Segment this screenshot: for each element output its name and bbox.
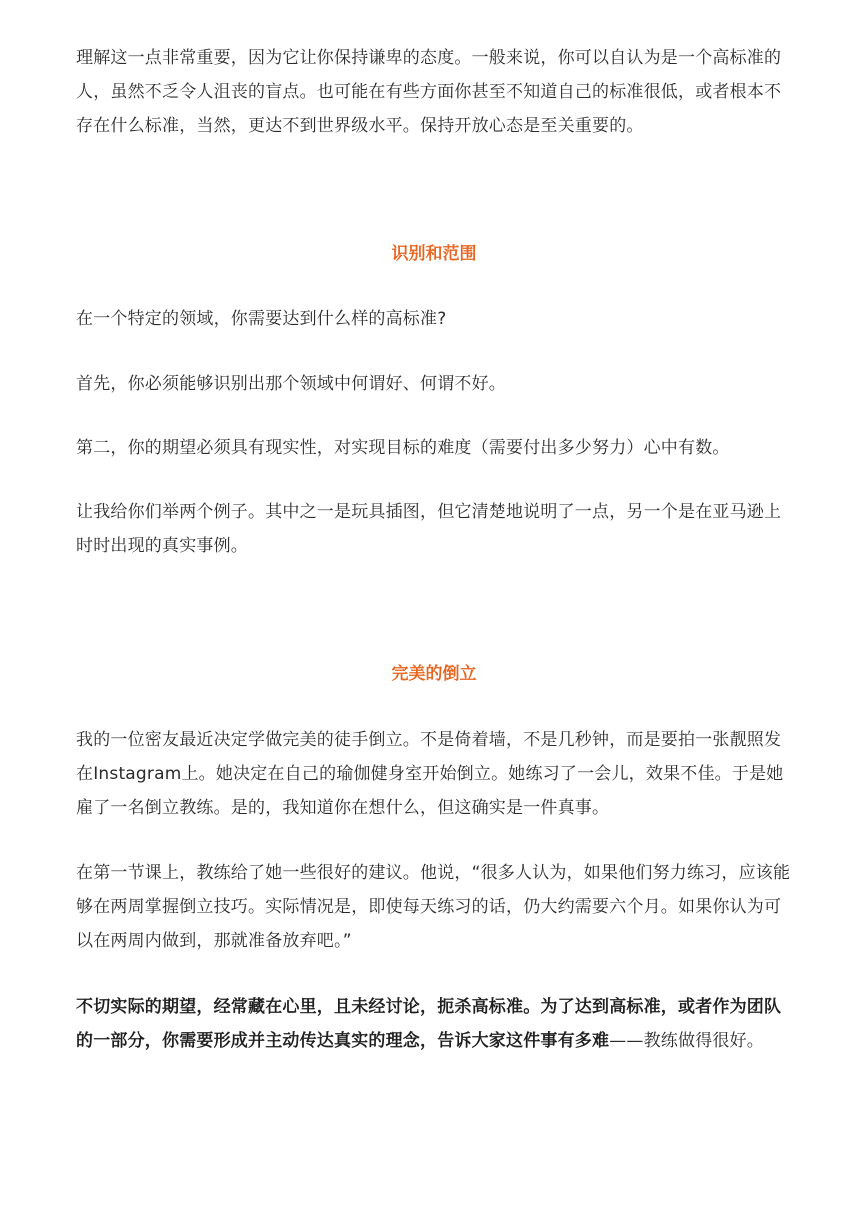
paragraph-8 (76, 990, 792, 1058)
section-heading-identification-scope: 识别和范围 (391, 244, 477, 264)
paragraph-4: 第二，你的期望必须具有现实性，对实现目标的难度（需要付出多少努力）心中有数。 (76, 438, 730, 458)
paragraph-2: 在一个特定的领域，你需要达到什么样的高标准? (76, 309, 447, 329)
paragraph-7: 在第一节课上，教练给了她一些很好的建议。他说，“很多人认为，如果他们努力练习，应该能够在两周掌握倒立技巧。实际情况是，即使每天练习的话，仍大约需要六个月。如果你认为可以在两周内做到，那就准备放弃吧。” (76, 863, 791, 951)
paragraph-8-rest: ——教练做得很好。 (609, 1031, 765, 1051)
paragraph-6: 我的一位密友最近决定学做完美的徒手倒立。不是倚着墙，不是几秒钟，而是要拍一张靓照发在Instagram上。她决定在自己的瑜伽健身室开始倒立。她练习了一会儿，效果不佳。于是她雇了一名倒立教练。是的，我知道你在想什么，但这确实是一件真事。 (76, 730, 784, 818)
paragraph-5: 让我给你们举两个例子。其中之一是玩具插图，但它清楚地说明了一点，另一个是在亚马逊上时时出现的真实事例。 (76, 502, 782, 556)
section-heading-perfect-handstand: 完美的倒立 (391, 664, 477, 684)
paragraph-3: 首先，你必须能够识别出那个领域中何谓好、何谓不好。 (76, 374, 506, 394)
paragraph-1: 理解这一点非常重要，因为它让你保持谦卑的态度。一般来说，你可以自认为是一个高标准的人，虽然不乏令人沮丧的盲点。也可能在有些方面你甚至不知道自己的标准很低，或者根本不存在什么标准，当然，更达不到世界级水平。保持开放心态是至关重要的。 (76, 48, 782, 136)
paragraph-8-emphasis: 不切实际的期望，经常藏在心里，且未经讨论，扼杀高标准。为了达到高标准，或者作为团队的一部分，你需要形成并主动传达真实的理念，告诉大家这件事有多难 (76, 997, 782, 1051)
